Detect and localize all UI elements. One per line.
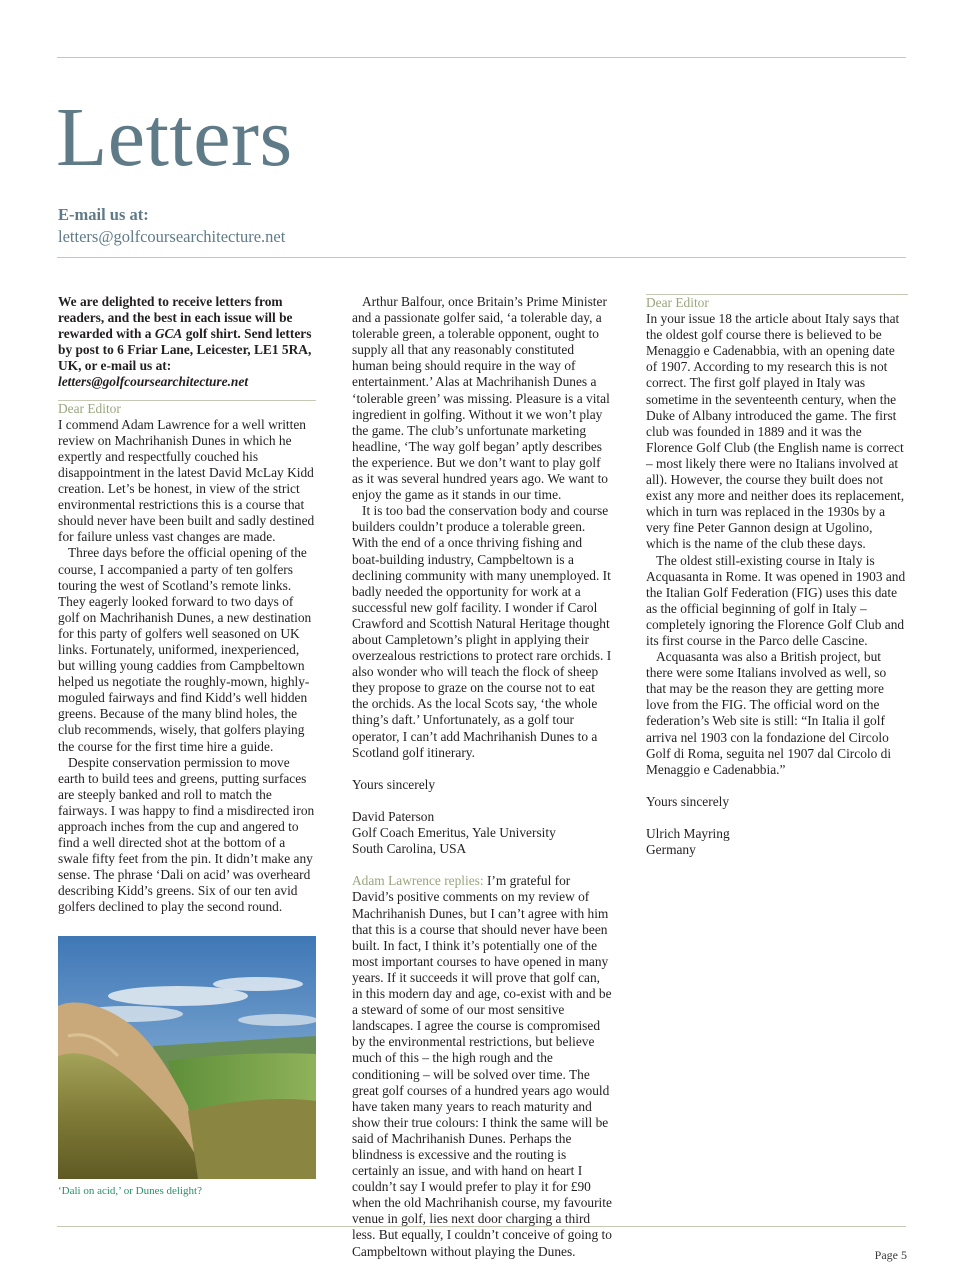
page-title: Letters (56, 91, 293, 184)
photo-caption: ‘Dali on acid,’ or Dunes delight? (58, 1185, 202, 1197)
dunes-photo (58, 936, 316, 1179)
footer-rule (57, 1226, 906, 1227)
top-rule (57, 57, 906, 58)
letter1-paragraph: Three days before the official opening of the course, I accompanied a party of ten golfers touring the west of Scotland’s remote links. They eagerly looked forward to two days of golf on Machrihanish Dunes, a new destination for this party of golfers well seasoned on UK links. Fortunately, uniformed, inexperienced, but willing young caddies from Campbeltown helped us negotiate the roughly-mown, highly-moguled fairways and find Kidd’s well hidden greens. Because of the many blind holes, the club recommends, wisely, that golfers playing the course for the first time hire a guide. (58, 545, 312, 754)
letter1-paragraph: I commend Adam Lawrence for a well written review on Machrihanish Dunes in which he expertly and respectfully couched his disappointment in the latest David McLay Kidd creation. Let’s be honest, in view of the strict environmental restrictions this is a course that should never have been built and sadly destined for failure unless vast changes are made. (58, 416, 315, 545)
intro-email-link[interactable]: letters@golfcoursearchitecture.net (58, 374, 249, 390)
intro-text: We are delighted to receive letters from readers, and the best in each issue will be rewarded with a GCA golf shirt. Send letters by post to 6 Friar Lane, Leicester, LE1 5RA, UK, or e-mail us at: letters@golfcoursearchitecture.net (58, 294, 312, 390)
gca-abbreviation: GCA (154, 326, 183, 342)
email-address-link[interactable]: letters@golfcoursearchitecture.net (58, 227, 286, 246)
column-2 (352, 294, 612, 1260)
letter1-signature-location: South Carolina, USA (352, 841, 467, 857)
letter2-paragraph: In your issue 18 the article about Italy says that the oldest golf course there is believed to be Menaggio e Cadenabbia, with an opening date of 1907. According to my research this is not correct. The first golf played in Italy was sometime in the seventeenth century, when the Duke of Albany introduced the game. The first club was founded in 1889 and it was the Florence Golf Club (the English name is correct – most likely there were no Italians involved at all). However, the course they built does not exist any more and neither does its replacement, which in turn was replaced in the 1930s by a very fine Peter Gannon design at Ugolino, which is the name of the club these days. (646, 311, 905, 552)
letter1-signoff: Yours sincerely (352, 776, 436, 792)
letter1-paragraph: It is too bad the conservation body and course builders couldn’t produce a tolerable green. With the end of a once thriving fishing and boat-building industry, Campbeltown is a declining community with many unemployed. It badly needed the opportunity for work at a successful new golf facility. I wonder if Carol Crawford and Scottish Natural Heritage thought about Campletown’s plight in applying their overzealous restrictions to protect rare orchids. I also wonder who will teach the flock of sheep they propose to graze on the course not to eat the orchids. As the local Scots say, ‘the whole thing’s daft.’ Unfortunately, as a golf tour operator, I can’t add Machrihanish Dunes to a Scotland golf itinerary. (352, 503, 612, 760)
reply-text: I’m grateful for David’s positive comments on my review of Machrihanish Dunes, but I can’t agree with him that this is a course that should never have been built. In fact, I think it’s potentially one of the most important courses to have opened in many years. If it succeeds it will prove that golf can, in this modern day and age, co-exist with and be a steward of some of our most sensitive landscapes. I agree the course is compromised by the environmental restrictions, but believe much of this – the high rough and the conditioning – will be solved over time. The great golf courses of a hundred years ago would have taken many years to reach maturity and show their true colours: I think the same will be said of Machrihanish Dunes. Perhaps the blindness is excessive and the routing is certainly an issue, and with hand on heart I couldn’t say I would prefer to play it for £90 when the old Machrihanish course, my favourite venue in golf, lies next door charging a third less. But equally, I couldn’t conceive of going to Campbeltown without playing the Dunes. (352, 873, 612, 1259)
column-1 (58, 294, 316, 916)
letter1-signature-title: Golf Coach Emeritus, Yale University (352, 825, 556, 841)
letter2-salutation: Dear Editor (646, 295, 709, 310)
page-number: Page 5 (874, 1248, 907, 1262)
header-rule (57, 257, 906, 258)
reply-label: Adam Lawrence replies: (352, 873, 484, 889)
letter1-paragraph: Arthur Balfour, once Britain’s Prime Minister and a passionate golfer said, ‘a tolerable day, a tolerable green, a tolerable opponent, ought to supply all that any reasonably constituted human being should require in the way of entertainment.’ Alas at Machrihanish Dunes a ‘tolerable green’ was missing. Pleasure is a vital ingredient in golfing. Without it we won’t play the game. The club’s unfortunate marketing headline, ‘The way golf began’ aptly describes the experience. But we don’t want to play golf as it was several hundred years ago. We want to enjoy the game as it stands in our time. (352, 294, 610, 503)
dunes-landscape-image (58, 936, 316, 1179)
letter2-signoff: Yours sincerely (646, 793, 730, 809)
letter1-signature-name: David Paterson (352, 809, 435, 824)
letter2-paragraph: Acquasanta was also a British project, but there were some Italians involved as well, so that may be the reason they are getting more love from the FIG. The official word on the federation’s Web site is still: “In Italia il golf arriva nel 1903 con la fondazione del Circolo Golf di Roma, seguita nel 1907 dal Circolo di Menaggio e Cadenabbia.” (646, 649, 892, 777)
letter1-salutation: Dear Editor (58, 400, 121, 416)
editor-reply (352, 873, 612, 1259)
letter1-paragraph-split-start: Despite conservation permission to move earth to build tees and greens, putting surfaces are steeply banked and roll to match the fairways. I was happy to find a misdirected iron approach inches from the cup and angered to find a well directed shot at the bottom of a swale fifty feet from the pin. It didn’t make any sense. The phrase ‘Dali on acid’ was overheard describing Kidd’s greens. Six of our ten avid golfers declined to play the second round. (58, 754, 315, 915)
column-3 (646, 294, 908, 858)
email-label: E-mail us at: (58, 205, 149, 224)
letter2-paragraph: The oldest still-existing course in Italy is Acquasanta in Rome. It was opened in 1903 and the Italian Golf Federation (FIG) uses this date as the official beginning of golf in Italy – completely ignoring the Florence Golf Club and its first course in the Parco delle Cascine. (646, 552, 906, 648)
letter2-signature-name: Ulrich Mayring (646, 826, 730, 842)
letter2-signature-location: Germany (646, 842, 696, 858)
